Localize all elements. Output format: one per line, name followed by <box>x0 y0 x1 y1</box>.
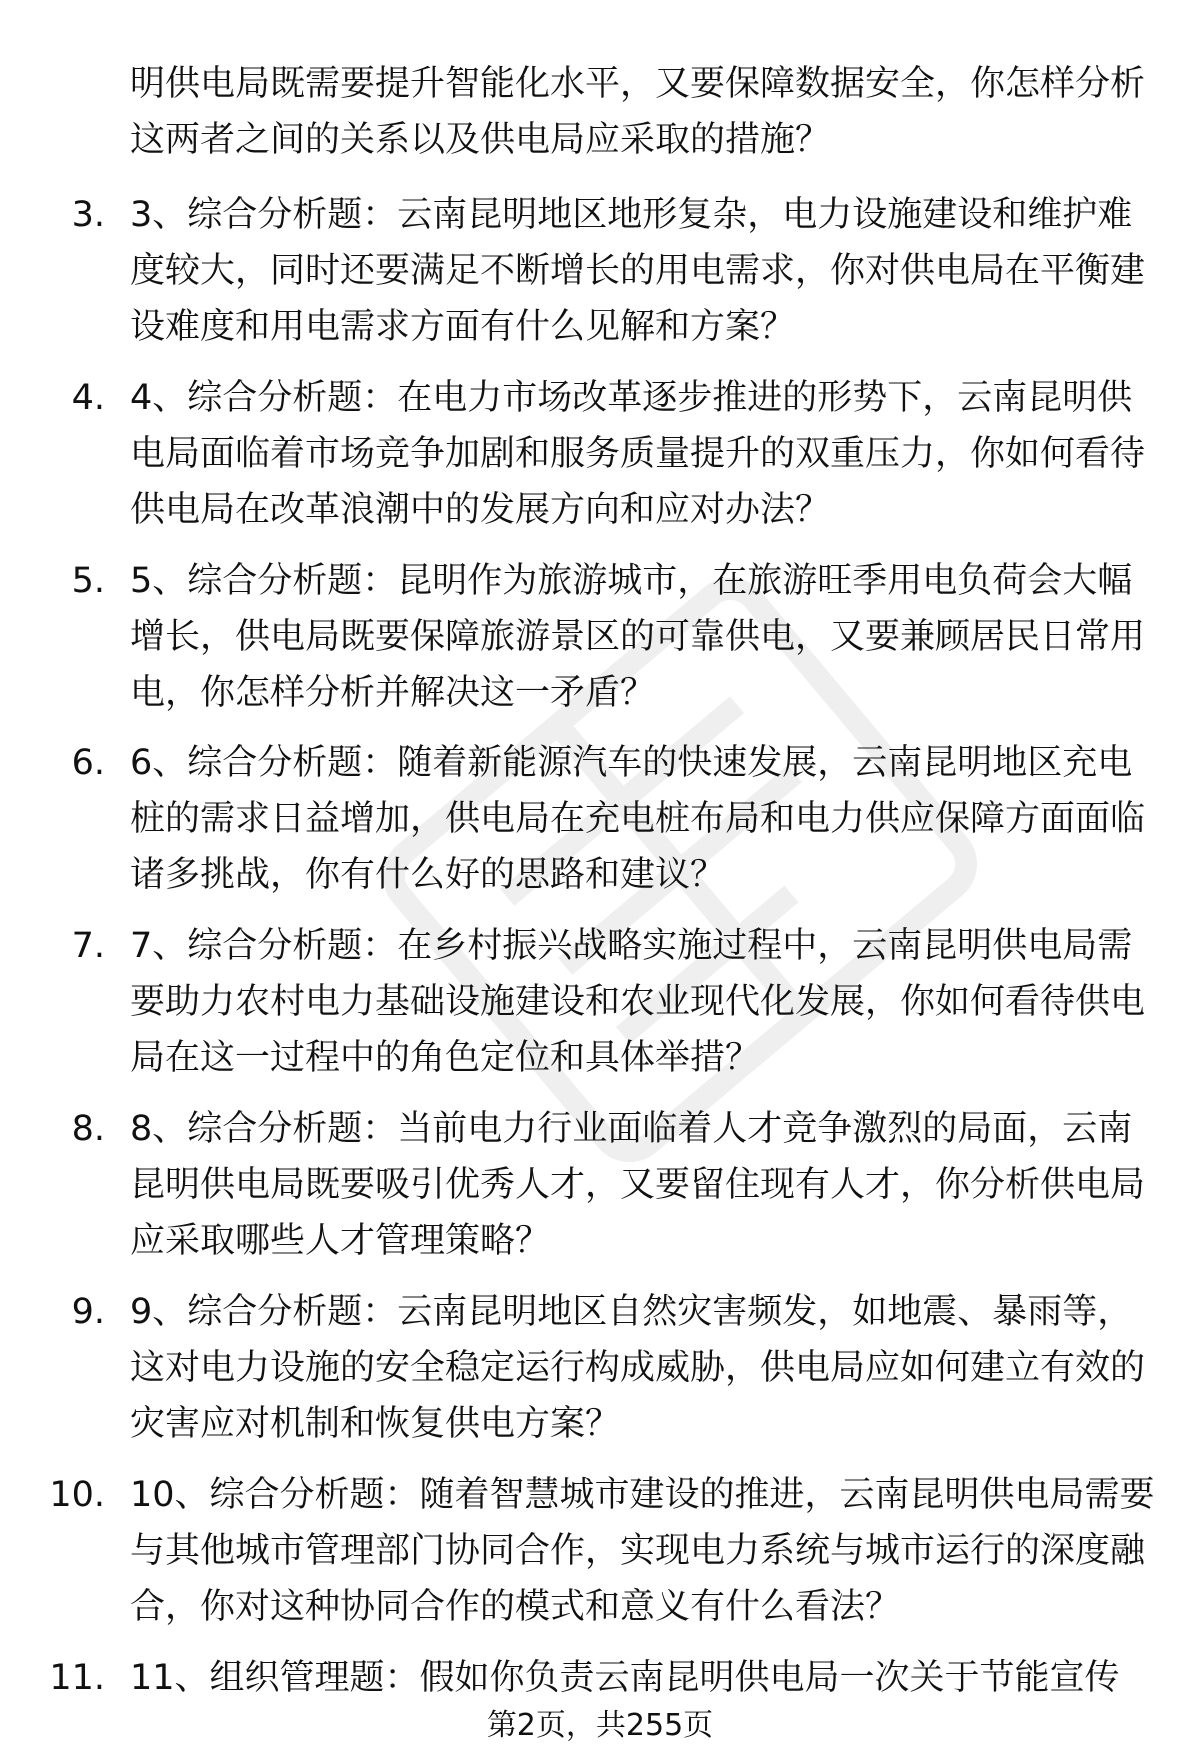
question-text: 8、综合分析题：当前电力行业面临着人才竞争激烈的局面，云南昆明供电局既要吸引优秀人才，又要留住现有人才，你分析供电局应采取哪些人才管理策略？ <box>130 1109 1146 1261</box>
question-text: 11、组织管理题：假如你负责云南昆明供电局一次关于节能宣传 <box>130 1658 1120 1698</box>
question-number: 6. <box>71 743 105 783</box>
question-number: 7. <box>71 926 105 966</box>
question-text: 5、综合分析题：昆明作为旅游城市，在旅游旺季用电负荷会大幅增长，供电局既要保障旅游景区的可靠供电，又要兼顾居民日常用电，你怎样分析并解决这一矛盾？ <box>130 561 1146 713</box>
question-number: 4. <box>71 378 105 418</box>
question-text: 3、综合分析题：云南昆明地区地形复杂，电力设施建设和维护难度较大，同时还要满足不断增长的用电需求，你对供电局在平衡建设难度和用电需求方面有什么见解和方案？ <box>130 195 1146 347</box>
question-text: 6、综合分析题：随着新能源汽车的快速发展，云南昆明地区充电桩的需求日益增加，供电局在充电桩布局和电力供应保障方面面临诸多挑战，你有什么好的思路和建议？ <box>130 743 1146 895</box>
question-number: 3. <box>71 195 105 235</box>
question-text: 9、综合分析题：云南昆明地区自然灾害频发，如地震、暴雨等，这对电力设施的安全稳定运行构成威胁，供电局应如何建立有效的灾害应对机制和恢复供电方案？ <box>130 1292 1146 1444</box>
question-number: 8. <box>71 1109 105 1149</box>
question-number: 10. <box>49 1475 105 1515</box>
question-text: 7、综合分析题：在乡村振兴战略实施过程中，云南昆明供电局需要助力农村电力基础设施建设和农业现代化发展，你如何看待供电局在这一过程中的角色定位和具体举措？ <box>130 926 1146 1078</box>
question-number: 11. <box>49 1658 105 1698</box>
page-footer: 第2页，共255页 <box>486 1708 714 1743</box>
question-number: 9. <box>71 1292 105 1332</box>
question-text: 10、综合分析题：随着智慧城市建设的推进，云南昆明供电局需要与其他城市管理部门协同合作，实现电力系统与城市运行的深度融合，你对这种协同合作的模式和意义有什么看法？ <box>130 1475 1155 1627</box>
question-number: 5. <box>71 561 105 601</box>
question-text: 4、综合分析题：在电力市场改革逐步推进的形势下，云南昆明供电局面临着市场竞争加剧和服务质量提升的双重压力，你如何看待供电局在改革浪潮中的发展方向和应对办法？ <box>130 378 1146 530</box>
continued-question-text: 明供电局既需要提升智能化水平，又要保障数据安全，你怎样分析这两者之间的关系以及供电局应采取的措施？ <box>130 64 1146 160</box>
